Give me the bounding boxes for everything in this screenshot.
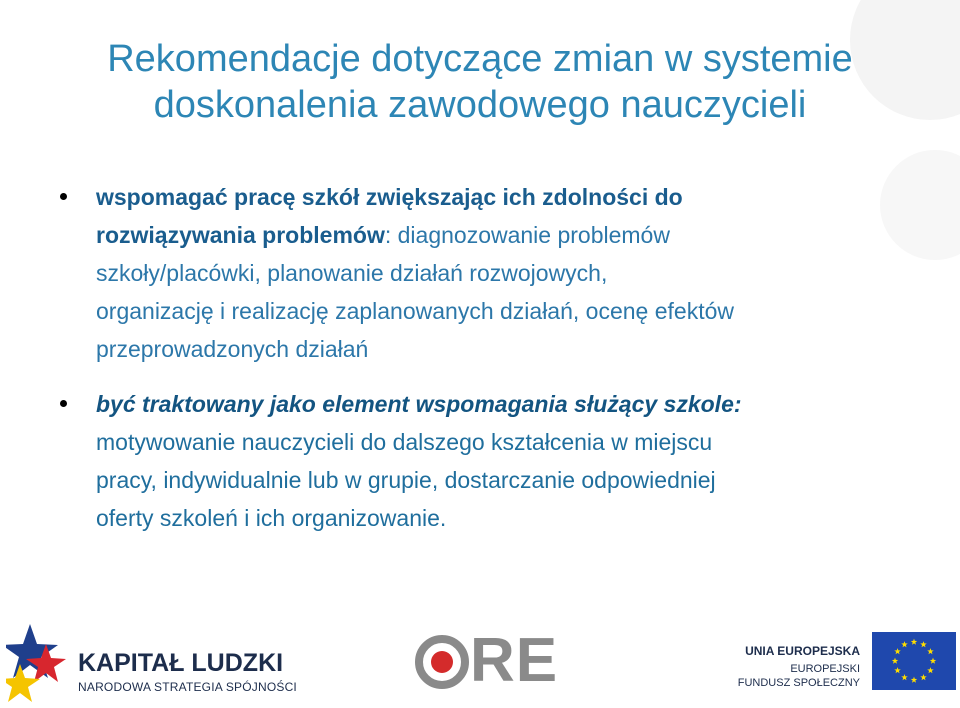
- bullet-2-line-1: [96, 385, 938, 423]
- eu-flag-icon: [872, 632, 956, 690]
- kapital-ludzki-logo: [78, 650, 297, 694]
- bullet-1-line-2-text: : diagnozowanie problemów: [384, 222, 670, 248]
- eu-title: UNIA EUROPEJSKA: [745, 644, 860, 658]
- bullet-item-1: [58, 178, 938, 368]
- ore-name: RE: [470, 626, 559, 695]
- footer-logos: [0, 612, 960, 708]
- bullet-2-line-2: motywowanie nauczycieli do dalszego kształcenia w miejscu: [96, 429, 713, 455]
- bullet-1-highlight: wspomagać pracę szkół zwiększając ich zdolności do: [96, 184, 683, 210]
- bullet-1-line-5: przeprowadzonych działań: [96, 336, 369, 362]
- kapital-ludzki-star-icon: [6, 620, 70, 704]
- bullet-1-line-1: [96, 178, 938, 216]
- bullet-1-line-4: organizację i realizację zaplanowanych działań, ocenę efektów: [96, 298, 734, 324]
- bullet-item-2: [58, 385, 938, 537]
- kapital-ludzki-name: KAPITAŁ LUDZKI: [78, 649, 284, 677]
- ore-circle-icon: [412, 632, 472, 692]
- kapital-ludzki-subtitle: NARODOWA STRATEGIA SPÓJNOŚCI: [78, 680, 297, 694]
- bullet-list: [58, 178, 938, 537]
- bullet-2-highlight: być traktowany jako element wspomagania służący szkole:: [96, 391, 742, 417]
- title-line-2: doskonalenia zawodowego nauczycieli: [153, 84, 807, 126]
- bullet-2-line-4: oferty szkoleń i ich organizowanie.: [96, 505, 447, 531]
- bullet-2-line-3: pracy, indywidualnie lub w grupie, dostarczanie odpowiedniej: [96, 467, 716, 493]
- title-line-1: Rekomendacje dotyczące zmian w systemie: [107, 38, 853, 80]
- slide-title: [0, 36, 960, 128]
- bullet-dot: [60, 193, 67, 200]
- ore-logo-text: [470, 626, 558, 696]
- bullet-1-line-2: [96, 216, 938, 254]
- bullet-1-line-3: szkoły/placówki, planowanie działań rozwojowych,: [96, 260, 608, 286]
- eu-line-1: EUROPEJSKI: [790, 663, 860, 675]
- bullet-1-highlight-end: rozwiązywania problemów: [96, 222, 385, 248]
- eu-line-2: FUNDUSZ SPOŁECZNY: [737, 677, 860, 689]
- bullet-dot: [60, 400, 67, 407]
- eu-logo-text: [738, 644, 860, 690]
